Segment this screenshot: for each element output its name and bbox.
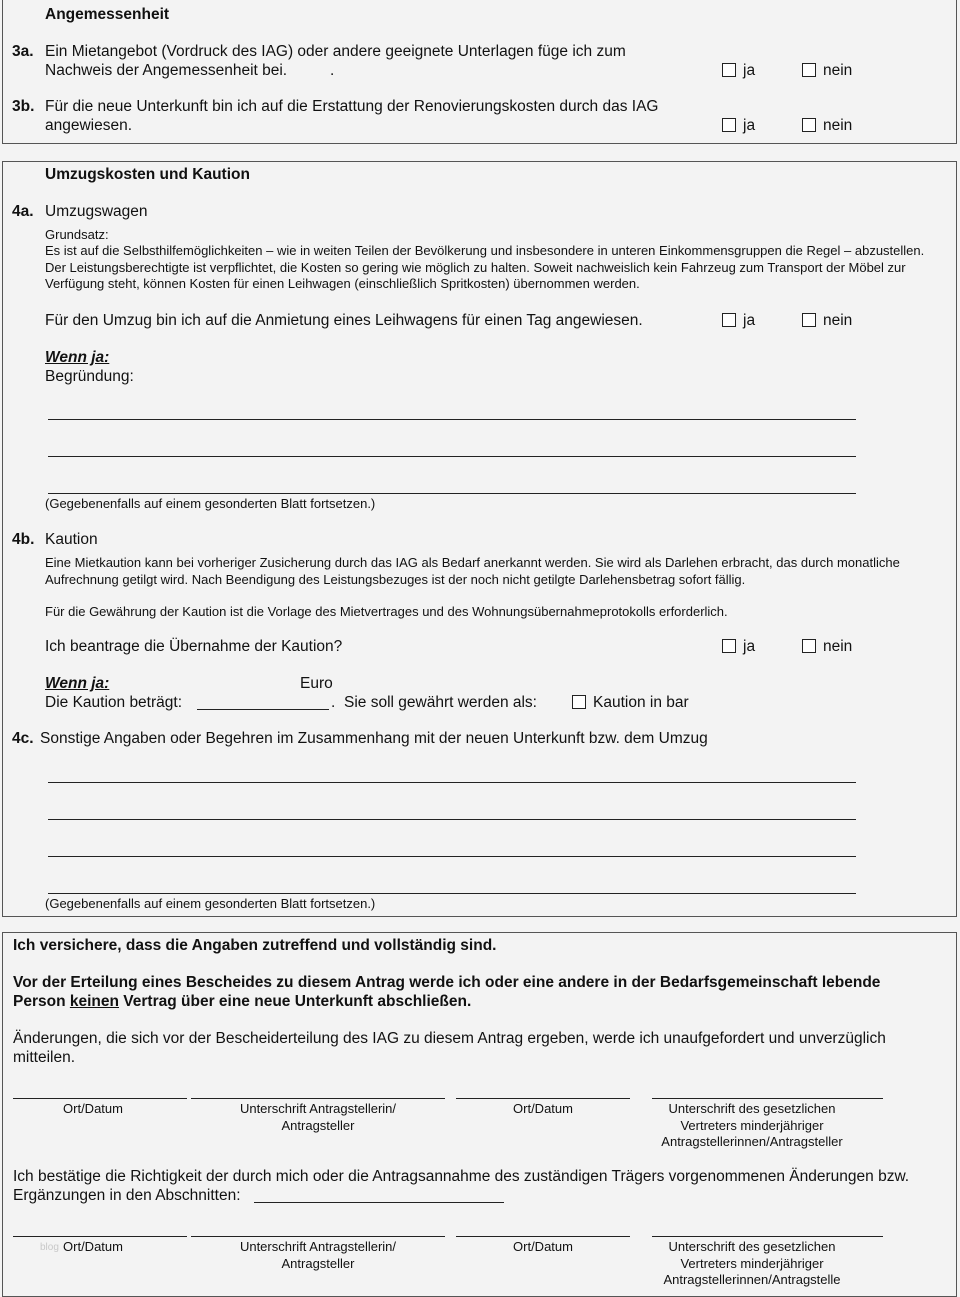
- sig1-ort2-line[interactable]: [456, 1098, 630, 1099]
- q4a-number: 4a.: [12, 203, 34, 220]
- q4b-wenn-ja: Wenn ja:: [45, 675, 110, 692]
- q4c-line-4[interactable]: [48, 893, 856, 894]
- sig1-vertreter-label-3: Antragstellerinnen/Antragsteller: [661, 1134, 843, 1149]
- kaution-bar-label: Kaution in bar: [593, 694, 689, 711]
- sig2-unterschrift-label-1: Unterschrift Antragstellerin/: [239, 1239, 397, 1254]
- bestaetige-line1: Ich bestätige die Richtigkeit der durch mich oder die Antragsannahme des zuständigen Trägers vorgenommenen Änderungen bzw.: [13, 1168, 910, 1185]
- q3b-ja-checkbox[interactable]: [722, 118, 736, 132]
- sig1-vertreter-label-2: Vertreters minderjähriger: [680, 1118, 824, 1133]
- q3b-nein-checkbox[interactable]: [802, 118, 816, 132]
- sig2-vertreter-line[interactable]: [652, 1236, 883, 1237]
- sig2-vertreter-label-2: Vertreters minderjähriger: [680, 1256, 824, 1271]
- gewaehrt-label: Sie soll gewährt werden als:: [344, 694, 537, 711]
- sig2-vertreter-label-3: Antragstellerinnen/Antragstelle: [663, 1272, 841, 1287]
- q3b-number: 3b.: [12, 98, 35, 115]
- abschnitte-field[interactable]: [254, 1202, 504, 1203]
- q4b-number: 4b.: [12, 531, 35, 548]
- q4a-ja-label: ja: [743, 312, 756, 329]
- sig1-unterschrift-line[interactable]: [191, 1098, 445, 1099]
- section-4-heading: Umzugskosten und Kaution: [45, 166, 250, 183]
- q4c-line-2[interactable]: [48, 819, 856, 820]
- kaution-betrag-dot: .: [331, 694, 336, 711]
- sig1-vertreter-label-1: Unterschrift des gesetzlichen: [668, 1101, 836, 1116]
- versichere-text: Ich versichere, dass die Angaben zutreffend und vollständig sind.: [13, 937, 497, 954]
- sig2-unterschrift-label-2: Antragsteller: [281, 1256, 355, 1271]
- q4c-line-1[interactable]: [48, 782, 856, 783]
- q3a-text-line2: Nachweis der Angemessenheit bei.: [45, 62, 288, 79]
- grundsatz-label: Grundsatz:: [45, 227, 109, 242]
- q4b-question: Ich beantrage die Übernahme der Kaution?: [45, 638, 343, 655]
- kaution-bar-checkbox[interactable]: [572, 695, 586, 709]
- sig1-unterschrift-label-2: Antragsteller: [281, 1118, 355, 1133]
- vor-erteilung-line1: Vor der Erteilung eines Bescheides zu diesem Antrag werde ich oder eine andere in der Bedarfsgemeinschaft lebende: [13, 974, 881, 991]
- vor-erteilung-person: Person: [13, 993, 66, 1010]
- aenderungen-line1: Änderungen, die sich vor der Bescheiderteilung des IAG zu diesem Antrag ergeben, werde ich unaufgefordert und unverzüglich: [13, 1030, 886, 1047]
- sig2-ort-line[interactable]: [13, 1236, 187, 1237]
- q3a-text-line1: Ein Mietangebot (Vordruck des IAG) oder andere geeignete Unterlagen füge ich zum: [45, 43, 626, 60]
- begruendung-line-2[interactable]: [48, 456, 856, 457]
- begruendung-line-1[interactable]: [48, 419, 856, 420]
- kaution-text: Eine Mietkaution kann bei vorheriger Zusicherung durch das IAG als Bedarf anerkannt werden. Sie wird als Darlehen erbracht, das durch monatliche Aufrechnung getilgt wird. Nach Beendigung des Leistungsbezuges ist der noch nicht getilgte Darlehensbetrag sofort fällig.: [45, 555, 900, 587]
- q4b-ja-checkbox[interactable]: [722, 639, 736, 653]
- begruendung-continue-note: (Gegebenenfalls auf einem gesonderten Blatt fortsetzen.): [45, 496, 376, 511]
- sig2-unterschrift-line[interactable]: [191, 1236, 445, 1237]
- aenderungen-line2: mitteilen.: [13, 1049, 76, 1066]
- q3b-ja-label: ja: [743, 117, 756, 134]
- q4a-question: Für den Umzug bin ich auf die Anmietung eines Leihwagens für einen Tag angewiesen.: [45, 312, 643, 329]
- q4b-ja-label: ja: [743, 638, 756, 655]
- sig1-ort-label: Ort/Datum: [63, 1101, 123, 1116]
- begruendung-line-3[interactable]: [48, 493, 856, 494]
- q3b-text-line2: angewiesen.: [45, 117, 133, 134]
- kaution-betrag-label: Die Kaution beträgt:: [45, 694, 183, 711]
- q3a-nein-checkbox[interactable]: [802, 63, 816, 77]
- sig2-ort2-line[interactable]: [456, 1236, 630, 1237]
- q3a-ja-checkbox[interactable]: [722, 63, 736, 77]
- q4a-nein-label: nein: [823, 312, 853, 329]
- q4b-nein-label: nein: [823, 638, 853, 655]
- kaution-text-2: Für die Gewährung der Kaution ist die Vorlage des Mietvertrages und des Wohnungsübernahmeprotokolls erforderlich.: [45, 604, 728, 619]
- q4a-ja-checkbox[interactable]: [722, 313, 736, 327]
- vor-erteilung-rest: Vertrag über eine neue Unterkunft abschließen.: [123, 993, 472, 1010]
- sig1-ort-line[interactable]: [13, 1098, 187, 1099]
- sig2-vertreter-label-1: Unterschrift des gesetzlichen: [668, 1239, 836, 1254]
- q4a-nein-checkbox[interactable]: [802, 313, 816, 327]
- sig2-ort2-label: Ort/Datum: [513, 1239, 573, 1254]
- q3a-nein-label: nein: [823, 62, 853, 79]
- sig1-vertreter-line[interactable]: [652, 1098, 883, 1099]
- q3b-nein-label: nein: [823, 117, 853, 134]
- q4c-text: Sonstige Angaben oder Begehren im Zusammenhang mit der neuen Unterkunft bzw. dem Umzug: [40, 730, 708, 747]
- q3a-ja-label: ja: [743, 62, 756, 79]
- sig1-ort2-label: Ort/Datum: [513, 1101, 573, 1116]
- q3b-text-line1: Für die neue Unterkunft bin ich auf die Erstattung der Renovierungskosten durch das IAG: [45, 98, 659, 115]
- q4c-number: 4c.: [12, 730, 34, 747]
- q3a-number: 3a.: [12, 43, 34, 60]
- grundsatz-text: Es ist auf die Selbsthilfemöglichkeiten – wie in weiten Teilen der Bevölkerung und insbesondere in unteren Einkommensgruppen die Regel – abzustellen. Der Leistungsberechtigte ist verpflichtet, die Kosten so gering wie möglich zu halten. Soweit nachweislich kein Fahrzeug zum Transport der Möbel zur Verfügung steht, können Kosten für einen Leihwagen (einschließlich Spritkosten) übernommen werden.: [45, 243, 925, 291]
- watermark: blog: [40, 1242, 59, 1253]
- sig1-unterschrift-label-1: Unterschrift Antragstellerin/: [239, 1101, 397, 1116]
- q4c-line-3[interactable]: [48, 856, 856, 857]
- bestaetige-line2: Ergänzungen in den Abschnitten:: [13, 1187, 241, 1204]
- vor-erteilung-line2: [13, 993, 471, 1011]
- q4c-continue-note: (Gegebenenfalls auf einem gesonderten Blatt fortsetzen.): [45, 896, 376, 911]
- vor-erteilung-keinen: keinen: [69, 993, 119, 1010]
- q4b-title: Kaution: [45, 531, 98, 548]
- q4a-title: Umzugswagen: [45, 203, 148, 220]
- kaution-betrag-field[interactable]: [197, 709, 329, 710]
- q4b-nein-checkbox[interactable]: [802, 639, 816, 653]
- euro-label: Euro: [300, 675, 333, 692]
- q4a-wenn-ja: Wenn ja:: [45, 349, 110, 366]
- begruendung-label: Begründung:: [45, 368, 134, 385]
- q3a-dot: .: [330, 62, 335, 79]
- section-3-heading: Angemessenheit: [45, 6, 170, 23]
- sig2-ort-label: Ort/Datum: [63, 1239, 123, 1254]
